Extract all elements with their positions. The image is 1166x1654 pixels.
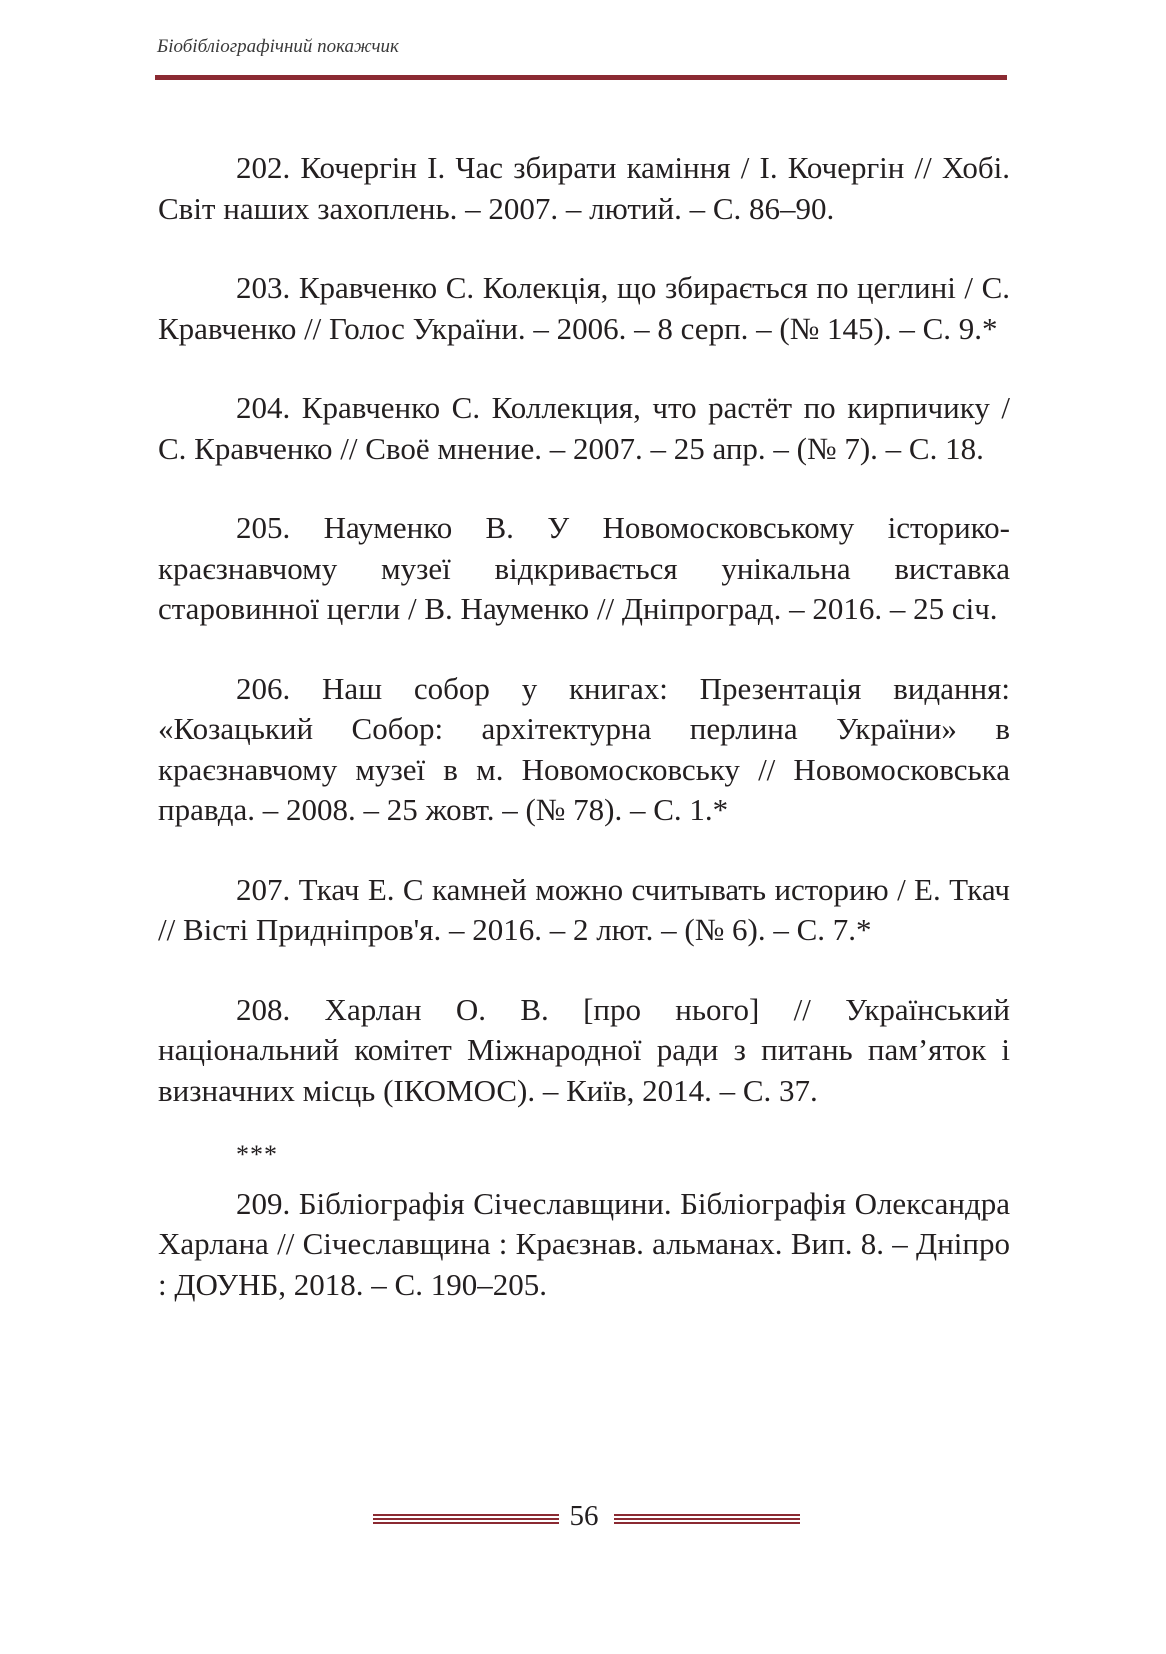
bibliography-list: [158, 148, 1010, 1344]
page-number: 56: [569, 1500, 599, 1532]
bibliography-entry-204: 204. Кравченко С. Коллекция, что растёт по кирпичику / С. Кравченко // Своё мнение. – 2007. – 25 апр. – (№ 7). – С. 18.: [158, 390, 1010, 466]
bibliography-entry-203: 203. Кравченко С. Колекція, що збирається по цеглині / С. Кравченко // Голос України. – 2006. – 8 серп. – (№ 145). – С. 9.*: [158, 270, 1010, 346]
page-footer: [0, 1500, 1166, 1540]
bibliography-entry-202: 202. Кочергін І. Час збирати каміння / І. Кочергін // Хобі. Світ наших захоплень. – 2007. – лютий. – С. 86–90.: [158, 150, 1010, 226]
footer-rule-right: [614, 1514, 800, 1527]
section-separator: ***: [236, 1140, 278, 1169]
bibliography-entry-209: 209. Бібліографія Січеславщини. Бібліографія Олександра Харлана // Січеславщина : Краєзнав. альманах. Вип. 8. – Дніпро : ДОУНБ, 2018. – С. 190–205.: [158, 1185, 1010, 1302]
bibliography-entry-208: 208. Харлан О. В. [про нього] // Український національний комітет Міжнародної ради з питань пам’яток і визначних місць (ІКОМОС). – Київ, 2014. – С. 37.: [158, 991, 1010, 1108]
bibliography-entry-205: 205. Науменко В. У Новомосковському історико-краєзнавчому музеї відкривається унікальна виставка старовинної цегли / В. Науменко // Дніпроград. – 2016. – 25 січ.: [158, 510, 1010, 626]
footer-rule-left: [373, 1514, 559, 1527]
bibliography-entry-206: 206. Наш собор у книгах: Презентація видання: «Козацький Собор: архітектурна перлина України» в краєзнавчому музеї в м. Новомосковську // Новомосковська правда. – 2008. – 25 жовт. – (№ 78). – С. 1.*: [158, 670, 1010, 827]
running-title: Біобібліографічний покажчик: [157, 36, 399, 57]
bibliography-entry-207: 207. Ткач Е. С камней можно считывать историю / Е. Ткач // Вісті Придніпров'я. – 2016. – 2 лют. – (№ 6). – С. 7.*: [158, 871, 1010, 947]
header-rule: [155, 75, 1007, 80]
